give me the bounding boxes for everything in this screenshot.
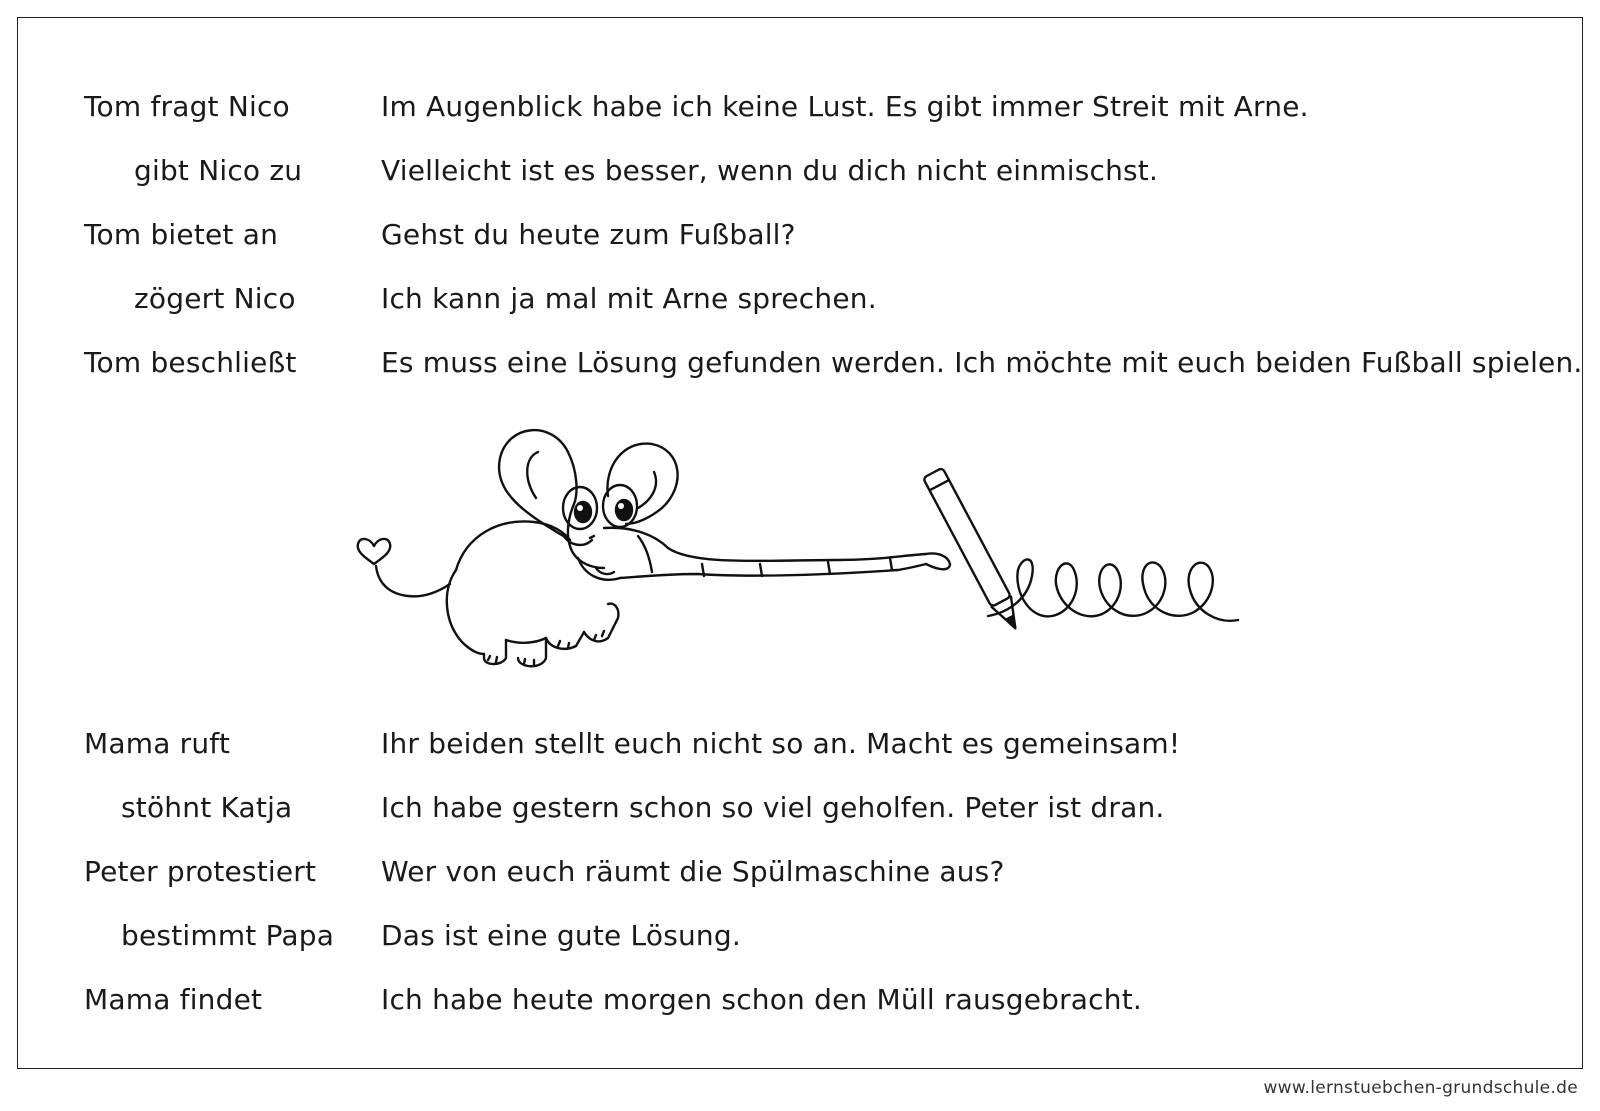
speaker-label: Peter protestiert bbox=[84, 855, 317, 888]
elephant-writing-with-pencil-icon bbox=[338, 408, 1258, 698]
dialogue-row bbox=[18, 846, 1582, 910]
speaker-label: stöhnt Katja bbox=[121, 791, 293, 824]
worksheet bbox=[17, 17, 1583, 1069]
speech-text: Wer von euch räumt die Spülmaschine aus? bbox=[381, 855, 1005, 888]
speaker-label: Tom fragt Nico bbox=[84, 90, 290, 123]
speech-text: Ich kann ja mal mit Arne sprechen. bbox=[381, 282, 877, 315]
speaker-label: Mama ruft bbox=[84, 727, 231, 760]
speech-text: Ich habe gestern schon so viel geholfen. Peter ist dran. bbox=[381, 791, 1165, 824]
dialogue-block-top bbox=[18, 81, 1582, 401]
dialogue-row bbox=[18, 81, 1582, 145]
speaker-label: Tom bietet an bbox=[84, 218, 279, 251]
speech-text: Es muss eine Lösung gefunden werden. Ich möchte mit euch beiden Fußball spielen. bbox=[381, 346, 1583, 379]
dialogue-row bbox=[18, 209, 1582, 273]
dialogue-row bbox=[18, 782, 1582, 846]
speech-text: Gehst du heute zum Fußball? bbox=[381, 218, 796, 251]
speaker-label: bestimmt Papa bbox=[121, 919, 335, 952]
speech-text: Vielleicht ist es besser, wenn du dich nicht einmischst. bbox=[381, 154, 1159, 187]
speaker-label: Mama findet bbox=[84, 983, 263, 1016]
dialogue-row bbox=[18, 145, 1582, 209]
speech-text: Ihr beiden stellt euch nicht so an. Macht es gemeinsam! bbox=[381, 727, 1181, 760]
dialogue-row bbox=[18, 974, 1582, 1038]
dialogue-block-bottom bbox=[18, 718, 1582, 1038]
speech-text: Im Augenblick habe ich keine Lust. Es gibt immer Streit mit Arne. bbox=[381, 90, 1309, 123]
dialogue-row bbox=[18, 273, 1582, 337]
dialogue-row bbox=[18, 910, 1582, 974]
speech-text: Ich habe heute morgen schon den Müll rausgebracht. bbox=[381, 983, 1142, 1016]
speaker-label: zögert Nico bbox=[134, 282, 296, 315]
footer-url: www.lernstuebchen-grundschule.de bbox=[1263, 1078, 1578, 1098]
speaker-label: gibt Nico zu bbox=[134, 154, 303, 187]
dialogue-row bbox=[18, 718, 1582, 782]
speech-text: Das ist eine gute Lösung. bbox=[381, 919, 741, 952]
speaker-label: Tom beschließt bbox=[84, 346, 297, 379]
dialogue-row bbox=[18, 337, 1582, 401]
